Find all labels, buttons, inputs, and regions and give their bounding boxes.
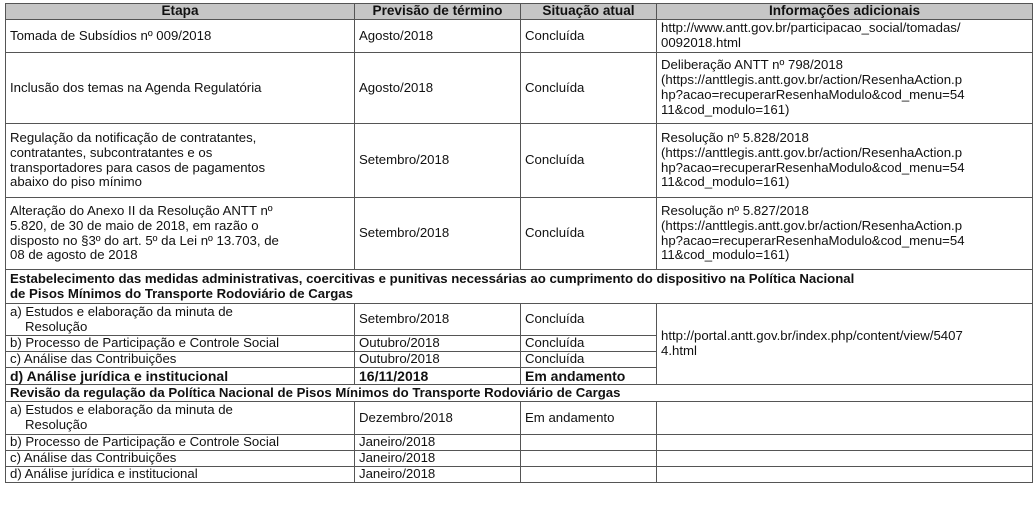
situacao-cell: Concluída	[521, 336, 657, 352]
info-cell	[657, 435, 1033, 451]
previsao-cell: Janeiro/2018	[355, 451, 521, 467]
table-row	[6, 435, 1033, 451]
table-row	[6, 53, 1033, 124]
section-heading-row	[6, 270, 1033, 304]
situacao-cell: Concluída	[521, 20, 657, 53]
previsao-cell: Dezembro/2018	[355, 402, 521, 435]
etapa-cell: Inclusão dos temas na Agenda Regulatória	[6, 53, 355, 124]
situacao-cell: Em andamento	[521, 368, 657, 385]
etapa-cell: d) Análise jurídica e institucional	[6, 368, 355, 385]
situacao-cell	[521, 451, 657, 467]
table-row	[6, 402, 1033, 435]
situacao-cell: Concluída	[521, 53, 657, 124]
previsao-cell: Setembro/2018	[355, 304, 521, 336]
etapa-cell: Tomada de Subsídios nº 009/2018	[6, 20, 355, 53]
previsao-cell: Outubro/2018	[355, 336, 521, 352]
etapa-cell: b) Processo de Participação e Controle Social	[6, 336, 355, 352]
previsao-cell: Agosto/2018	[355, 53, 521, 124]
previsao-cell: Outubro/2018	[355, 352, 521, 368]
situacao-cell: Concluída	[521, 198, 657, 270]
header-informacoes: Informações adicionais	[657, 4, 1033, 20]
info-cell: Resolução nº 5.827/2018 (https://anttlegis.antt.gov.br/action/ResenhaAction.p hp?acao=recuperarResenhaModulo&cod_menu=54 11&cod_modulo=161)	[657, 198, 1033, 270]
etapa-cell: c) Análise das Contribuições	[6, 352, 355, 368]
situacao-cell: Concluída	[521, 124, 657, 198]
etapa-cell: Regulação da notificação de contratantes, contratantes, subcontratantes e os transportadores para casos de pagamentos abaixo do piso mínimo	[6, 124, 355, 198]
info-cell: Deliberação ANTT nº 798/2018 (https://anttlegis.antt.gov.br/action/ResenhaAction.p hp?acao=recuperarResenhaModulo&cod_menu=54 11&cod_modulo=161)	[657, 53, 1033, 124]
info-cell	[657, 451, 1033, 467]
situacao-cell: Concluída	[521, 352, 657, 368]
info-cell: Resolução nº 5.828/2018 (https://anttlegis.antt.gov.br/action/ResenhaAction.p hp?acao=recuperarResenhaModulo&cod_menu=54 11&cod_modulo=161)	[657, 124, 1033, 198]
situacao-cell	[521, 467, 657, 483]
etapa-cell: Alteração do Anexo II da Resolução ANTT nº 5.820, de 30 de maio de 2018, em razão o disposto no §3º do art. 5º da Lei nº 13.703, de 08 de agosto de 2018	[6, 198, 355, 270]
etapa-cell: c) Análise das Contribuições	[6, 451, 355, 467]
previsao-cell: Setembro/2018	[355, 198, 521, 270]
header-previsao: Previsão de término	[355, 4, 521, 20]
info-cell: http://www.antt.gov.br/participacao_social/tomadas/ 0092018.html	[657, 20, 1033, 53]
section-2-title: Revisão da regulação da Política Nacional de Pisos Mínimos do Transporte Rodoviário de Cargas	[6, 385, 1033, 402]
table-row	[6, 451, 1033, 467]
schedule-table	[5, 3, 1033, 483]
header-etapa: Etapa	[6, 4, 355, 20]
table-row	[6, 304, 1033, 336]
situacao-cell: Em andamento	[521, 402, 657, 435]
etapa-cell: a) Estudos e elaboração da minuta de Resolução	[6, 402, 355, 435]
table-row	[6, 20, 1033, 53]
etapa-cell: b) Processo de Participação e Controle Social	[6, 435, 355, 451]
previsao-cell: Setembro/2018	[355, 124, 521, 198]
header-row	[6, 4, 1033, 20]
previsao-cell: 16/11/2018	[355, 368, 521, 385]
info-cell: http://portal.antt.gov.br/index.php/content/view/5407 4.html	[657, 304, 1033, 385]
situacao-cell: Concluída	[521, 304, 657, 336]
info-cell	[657, 402, 1033, 435]
etapa-cell: d) Análise jurídica e institucional	[6, 467, 355, 483]
header-situacao: Situação atual	[521, 4, 657, 20]
etapa-cell: a) Estudos e elaboração da minuta de Resolução	[6, 304, 355, 336]
previsao-cell: Janeiro/2018	[355, 435, 521, 451]
section-1-title: Estabelecimento das medidas administrativas, coercitivas e punitivas necessárias ao cumprimento do dispositivo na Política Nacional de Pisos Mínimos do Transporte Rodoviário de Cargas	[6, 270, 1033, 304]
previsao-cell: Janeiro/2018	[355, 467, 521, 483]
table-row	[6, 198, 1033, 270]
section-heading-row	[6, 385, 1033, 402]
situacao-cell	[521, 435, 657, 451]
table-row	[6, 124, 1033, 198]
table-row	[6, 467, 1033, 483]
info-cell	[657, 467, 1033, 483]
previsao-cell: Agosto/2018	[355, 20, 521, 53]
